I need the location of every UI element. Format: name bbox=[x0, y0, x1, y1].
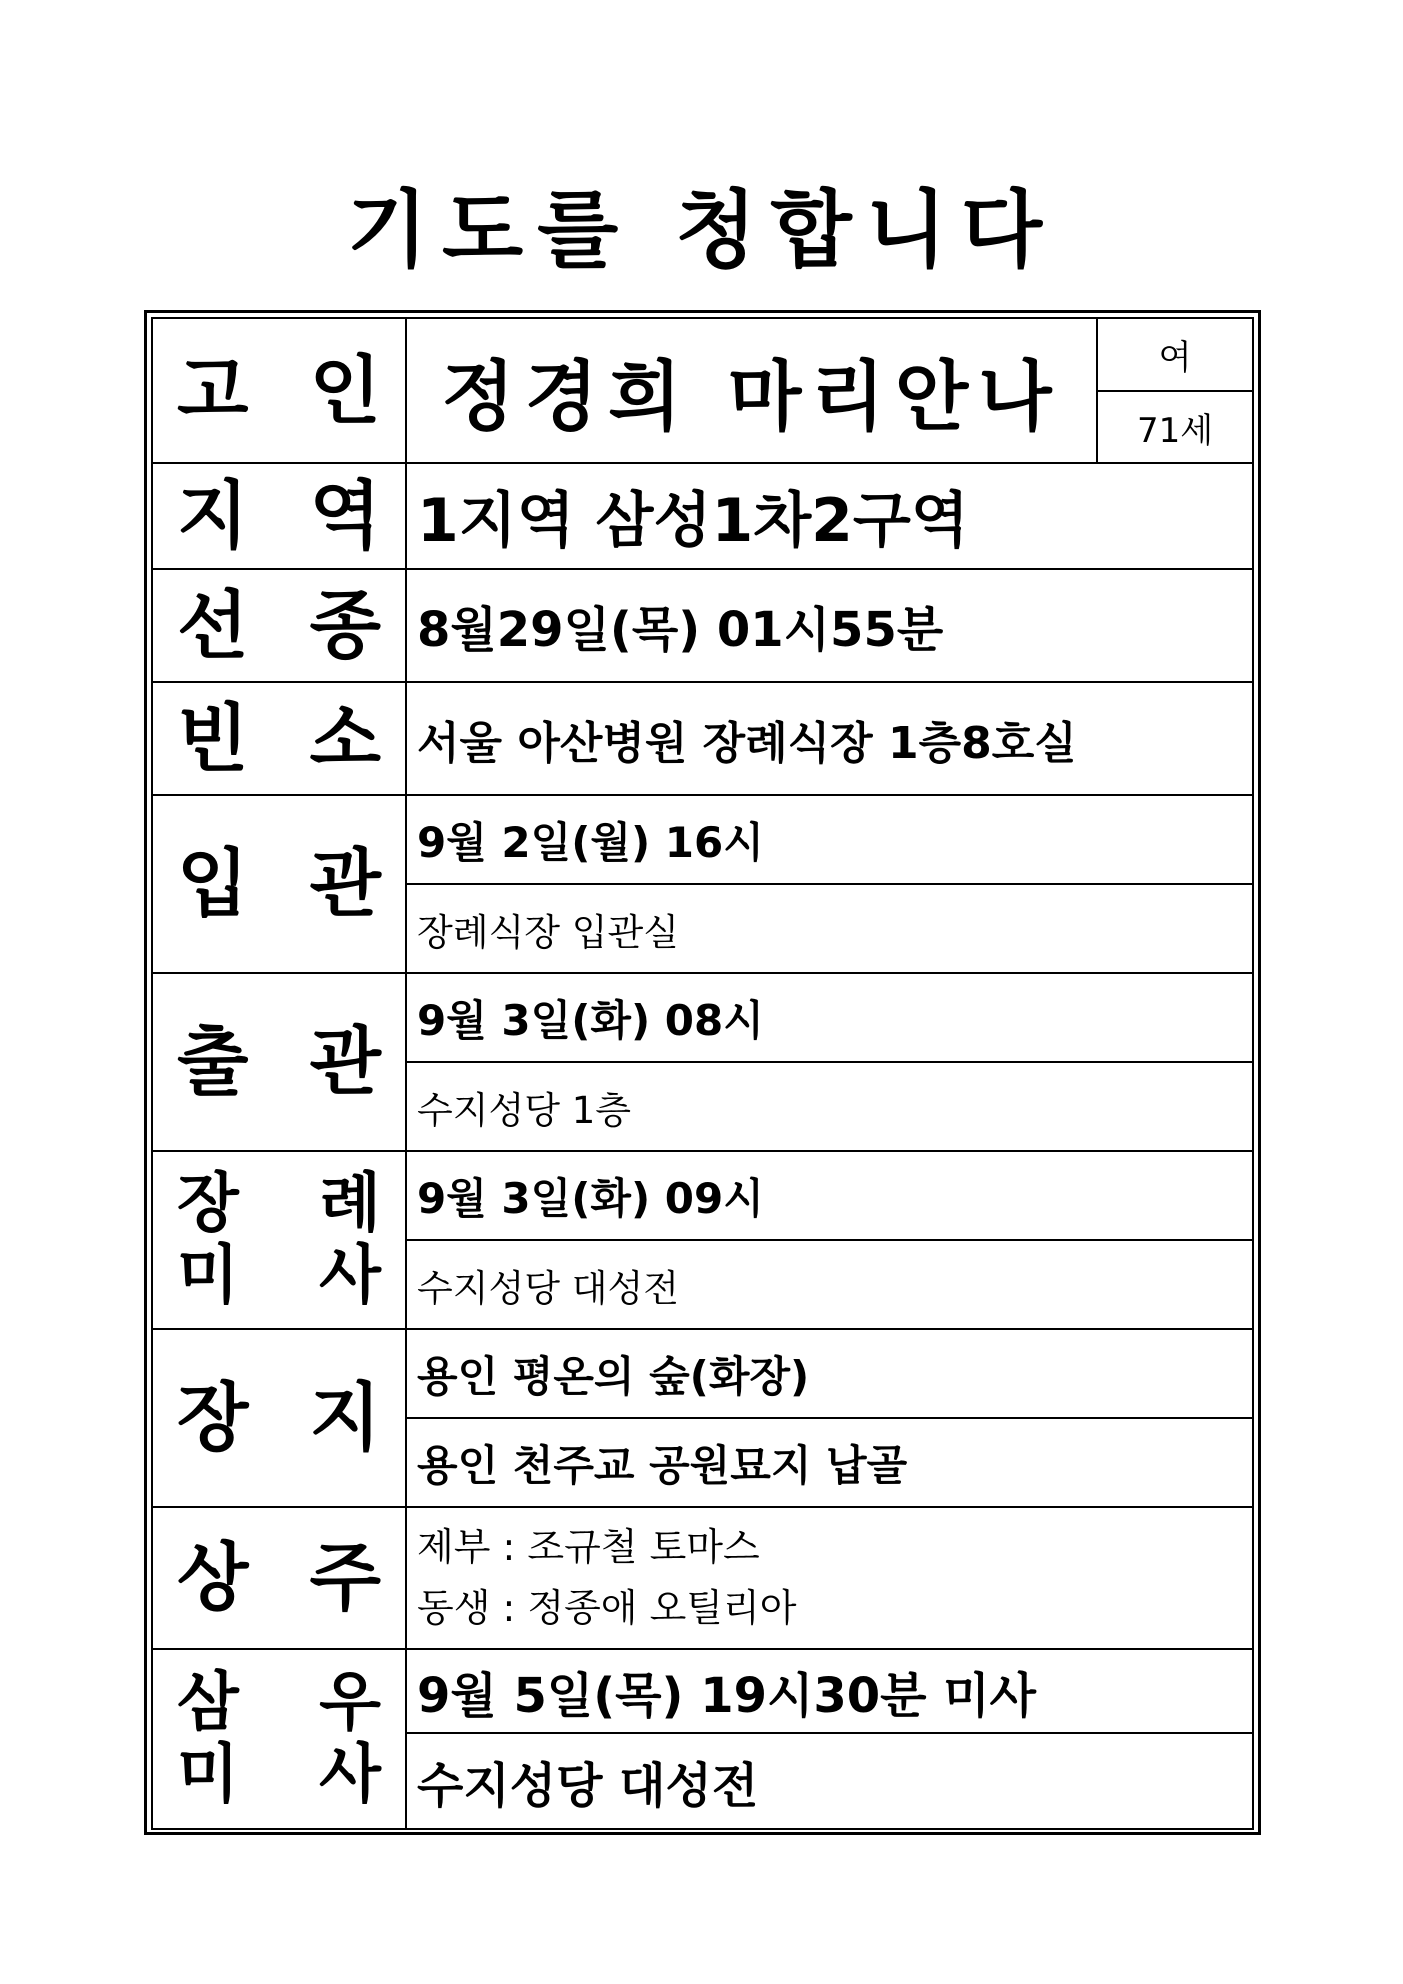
page-title: 기도를 청합니다 bbox=[346, 180, 1057, 279]
third-day-mass-row bbox=[152, 1649, 1253, 1733]
departure-row bbox=[152, 973, 1253, 1062]
encoffining-time: 9월 2일(월) 16시 bbox=[406, 795, 1253, 884]
encoffining-row bbox=[152, 795, 1253, 884]
funeral-mass-time: 9월 3일(화) 09시 bbox=[406, 1151, 1253, 1240]
obituary-table bbox=[151, 317, 1254, 1830]
funeral-mass-place: 수지성당 대성전 bbox=[406, 1240, 1253, 1329]
burial-row bbox=[152, 1329, 1253, 1418]
departure-time: 9월 3일(화) 08시 bbox=[406, 973, 1253, 1062]
deceased-label: 고 인 bbox=[152, 318, 406, 463]
burial-label: 장 지 bbox=[152, 1329, 406, 1507]
region-label: 지 역 bbox=[152, 463, 406, 569]
departure-label: 출 관 bbox=[152, 973, 406, 1151]
chief-mourners-value bbox=[406, 1507, 1253, 1649]
third-day-mass-place: 수지성당 대성전 bbox=[406, 1733, 1253, 1829]
funeral-mass-row bbox=[152, 1151, 1253, 1240]
deceased-row bbox=[152, 318, 1253, 391]
funeral-mass-label: 장 례 미 사 bbox=[152, 1151, 406, 1329]
deceased-name: 정경희 마리안나 bbox=[406, 318, 1097, 463]
chief-mourners-row bbox=[152, 1507, 1253, 1649]
mortuary-row bbox=[152, 682, 1253, 795]
departure-place: 수지성당 1층 bbox=[406, 1062, 1253, 1151]
burial-place-2: 용인 천주교 공원묘지 납골 bbox=[406, 1418, 1253, 1507]
region-row bbox=[152, 463, 1253, 569]
death-row bbox=[152, 569, 1253, 682]
burial-place-1: 용인 평온의 숲(화장) bbox=[406, 1329, 1253, 1418]
death-value: 8월29일(목) 01시55분 bbox=[406, 569, 1253, 682]
death-label: 선 종 bbox=[152, 569, 406, 682]
deceased-gender: 여 bbox=[1097, 318, 1253, 391]
chief-mourner-2: 동생 : 정종애 오틸리아 bbox=[417, 1586, 797, 1630]
deceased-age: 71세 bbox=[1097, 391, 1253, 463]
encoffining-place: 장례식장 입관실 bbox=[406, 884, 1253, 973]
third-day-mass-label: 삼 우 미 사 bbox=[152, 1649, 406, 1829]
obituary-frame bbox=[144, 310, 1261, 1835]
encoffining-label: 입 관 bbox=[152, 795, 406, 973]
chief-mourner-1: 제부 : 조규철 토마스 bbox=[417, 1525, 760, 1570]
chief-mourners-label: 상 주 bbox=[152, 1507, 406, 1649]
mortuary-value: 서울 아산병원 장례식장 1층8호실 bbox=[406, 682, 1253, 795]
region-value: 1지역 삼성1차2구역 bbox=[406, 463, 1253, 569]
third-day-mass-time: 9월 5일(목) 19시30분 미사 bbox=[406, 1649, 1253, 1733]
mortuary-label: 빈 소 bbox=[152, 682, 406, 795]
